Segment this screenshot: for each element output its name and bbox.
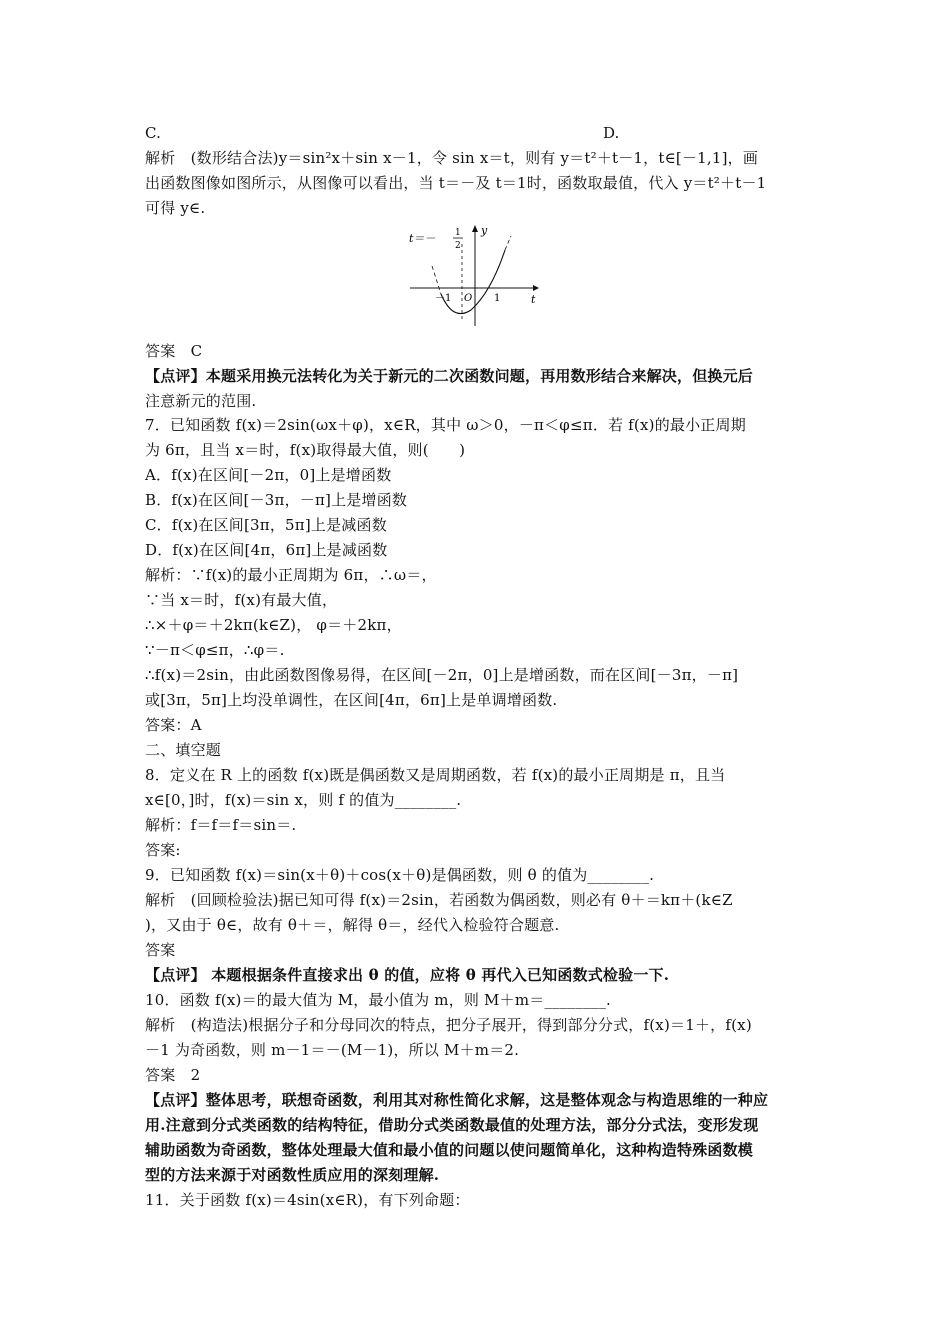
question-7-line: 7．已知函数 f(x)＝2sin(ωx＋φ)，x∈R，其中 ω＞0，－π＜φ≤π．若 f(x)的最小正周期 — [145, 416, 746, 434]
option-a: A．f(x)在区间[－2π，0]上是增函数 — [145, 466, 392, 484]
comment-line: 【点评】整体思考，联想奇函数，利用其对称性简化求解，这是整体观念与构造思维的一种应 — [145, 1091, 769, 1109]
figure-tick-one: 1 — [494, 293, 501, 304]
question-9-line: 9．已知函数 f(x)＝sin(x＋θ)＋cos(x＋θ)是偶函数，则 θ 的值为________. — [145, 866, 655, 884]
text-line: 出函数图像如图所示，从图像可以看出，当 t＝－及 t＝1时，函数取最值，代入 y＝t²＋t－1 — [145, 174, 767, 192]
function-graph-figure — [405, 222, 545, 332]
text-line: 解析 (数形结合法)y＝sin²x＋sin x－1，令 sin x＝t，则有 y＝t²＋t－1，t∈[－1,1]，画 — [145, 149, 759, 167]
text-line: 可得 y∈. — [145, 199, 206, 217]
answer-line: 答案: — [145, 841, 181, 859]
question-11-line: 11．关于函数 f(x)＝4sin(x∈R)，有下列命题： — [145, 1191, 470, 1209]
comment-line: 辅助函数为奇函数，整体处理最大值和最小值的问题以使问题简单化，这种构造特殊函数模 — [145, 1141, 754, 1159]
answer-line: 答案 2 — [145, 1066, 201, 1084]
solution-line: )，又由于 θ∈，故有 θ＋＝，解得 θ＝，经代入检验符合题意. — [145, 916, 560, 934]
answer-line: 答案 C — [145, 342, 203, 360]
text-line: 为 6π，且当 x＝时，f(x)取得最大值，则( ) — [145, 441, 466, 459]
solution-line: 解析 (构造法)根据分子和分母同次的特点，把分子展开，得到部分分式，f(x)＝1＋，f(x) — [145, 1016, 752, 1034]
option-c: C．f(x)在区间[3π，5π]上是减函数 — [145, 516, 387, 534]
figure-t-num: 1 — [455, 228, 461, 238]
solution-line: ∴×＋φ＝＋2kπ(k∈Z)， φ＝＋2kπ， — [145, 616, 402, 634]
figure-t-den: 2 — [455, 241, 461, 251]
figure-origin-label: O — [464, 293, 473, 304]
answer-line: 答案 — [145, 941, 176, 959]
text-line: 注意新元的范围. — [145, 392, 257, 410]
section-heading: 二、填空题 — [145, 741, 222, 759]
solution-line: 解析：∵f(x)的最小正周期为 6π，∴ω＝， — [145, 566, 437, 584]
option-c-label: C. — [145, 124, 162, 142]
figure-y-axis-label: y — [481, 224, 488, 237]
solution-line: 解析 (回顾检验法)据已知可得 f(x)＝2sin，若函数为偶函数，则必有 θ＋＝kπ＋(k∈Z — [145, 891, 733, 909]
solution-line: ∴f(x)＝2sin，由此函数图像易得，在区间[－2π，0]上是增函数，而在区间[－3π，－π] — [145, 666, 739, 684]
solution-line: ∵－π＜φ≤π，∴φ＝. — [145, 641, 285, 659]
option-d-label: D. — [603, 124, 620, 142]
solution-line: ∵当 x＝时，f(x)有最大值， — [145, 591, 338, 609]
question-8-line: 8．定义在 R 上的函数 f(x)既是偶函数又是周期函数，若 f(x)的最小正周期是 π，且当 — [145, 766, 726, 784]
figure-t-label: t＝－ — [409, 232, 436, 245]
figure-tick-neg-one: －1 — [435, 293, 452, 304]
option-d: D．f(x)在区间[4π，6π]上是减函数 — [145, 541, 388, 559]
solution-line: 或[3π，5π]上均没单调性，在区间[4π，6π]上是单调增函数. — [145, 691, 558, 709]
solution-line: 解析：f＝f＝f＝sin＝. — [145, 816, 297, 834]
option-b: B．f(x)在区间[－3π，－π]上是增函数 — [145, 491, 408, 509]
comment-line: 【点评】本题采用换元法转化为关于新元的二次函数问题，再用数形结合来解决，但换元后 — [145, 367, 754, 385]
text-line: x∈[0，]时，f(x)＝sin x，则 f 的值为________. — [145, 791, 462, 809]
figure-x-axis-label: t — [531, 293, 536, 306]
answer-line: 答案：A — [145, 716, 202, 734]
comment-line: 型的方法来源于对函数性质应用的深刻理解. — [145, 1166, 440, 1184]
solution-line: －1 为奇函数，则 m－1＝－(M－1)，所以 M＋m＝2. — [145, 1041, 520, 1059]
question-10-line: 10．函数 f(x)＝的最大值为 M，最小值为 m，则 M＋m＝________. — [145, 991, 612, 1009]
comment-line: 【点评】 本题根据条件直接求出 θ 的值，应将 θ 再代入已知函数式检验一下. — [145, 966, 670, 984]
comment-line: 用.注意到分式类函数的结构特征，借助分式类函数最值的处理方法，部分分式法，变形发现 — [145, 1116, 759, 1134]
